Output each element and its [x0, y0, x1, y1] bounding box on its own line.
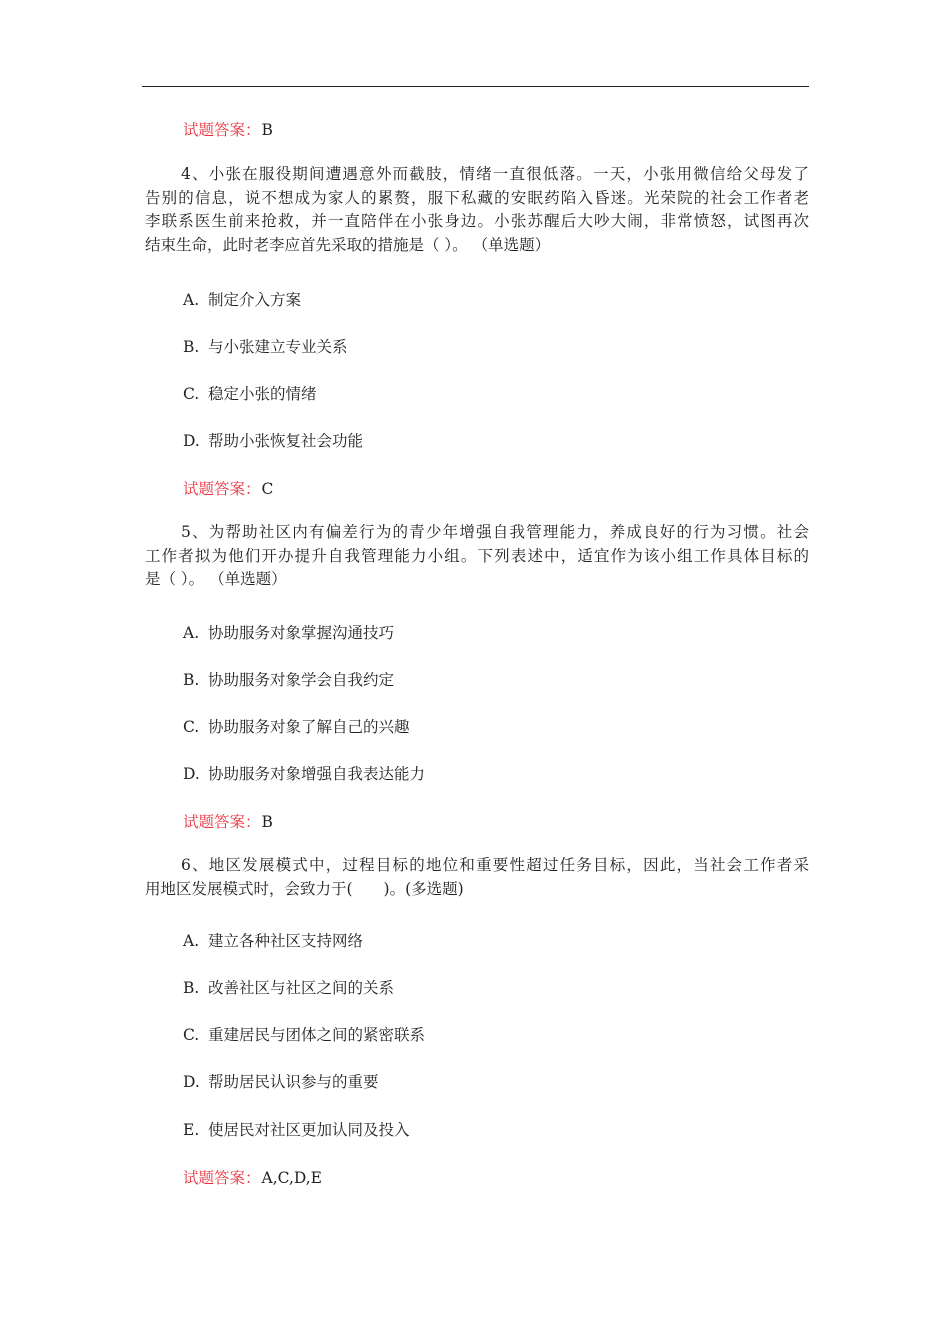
question-line: 5、为帮助社区内有偏差行为的青少年增强自我管理能力，养成良好的行为习惯。社会 [181, 523, 809, 541]
option-text: 协助服务对象学会自我约定 [208, 671, 395, 689]
question-line: 6、地区发展模式中，过程目标的地位和重要性超过任务目标，因此，当社会工作者采 [181, 856, 809, 874]
option-letter: A. [183, 932, 200, 950]
option-item [183, 929, 363, 951]
answer-label: 试题答案： [183, 480, 261, 498]
option-letter: C. [183, 1026, 200, 1044]
option-item [183, 288, 301, 310]
question-line: 告别的信息，说不想成为家人的累赘，服下私藏的安眠药陷入昏迷。光荣院的社会工作者老 [145, 188, 809, 207]
option-item [183, 762, 425, 784]
option-letter: B. [183, 671, 200, 689]
question-4 [145, 163, 809, 257]
option-item [183, 715, 410, 737]
option-letter: A. [183, 291, 200, 309]
answer-label: 试题答案： [183, 121, 261, 139]
option-text: 稳定小张的情绪 [208, 385, 317, 403]
option-text: 制定介入方案 [208, 291, 302, 309]
answer-value: B [261, 813, 273, 831]
option-text: 使居民对社区更加认同及投入 [208, 1121, 410, 1139]
option-letter: C. [183, 718, 200, 736]
option-letter: A. [183, 624, 200, 642]
option-item [183, 621, 394, 643]
question-line: 工作者拟为他们开办提升自我管理能力小组。下列表述中，适宜作为该小组工作具体目标的 [145, 546, 809, 565]
option-letter: D. [183, 1073, 200, 1091]
answer-label: 试题答案： [183, 1169, 261, 1187]
option-text: 协助服务对象掌握沟通技巧 [208, 624, 395, 642]
header-rule [142, 86, 809, 87]
answer-value: B [261, 121, 273, 139]
question-5 [145, 521, 809, 592]
question-line: 用地区发展模式时，会致力于( )。(多选题) [145, 879, 464, 898]
option-text: 重建居民与团体之间的紧密联系 [208, 1026, 426, 1044]
option-item [183, 429, 363, 451]
answer-line [183, 1166, 322, 1188]
option-text: 帮助小张恢复社会功能 [208, 432, 364, 450]
answer-label: 试题答案： [183, 813, 261, 831]
option-item [183, 976, 394, 998]
answer-line [183, 118, 273, 140]
option-item [183, 1118, 410, 1140]
option-text: 建立各种社区支持网络 [208, 932, 364, 950]
option-text: 协助服务对象增强自我表达能力 [208, 765, 426, 783]
question-line: 是（ ）。 （单选题） [145, 570, 287, 588]
option-letter: B. [183, 979, 200, 997]
option-item [183, 335, 348, 357]
answer-value: A,C,D,E [261, 1169, 322, 1187]
option-text: 帮助居民认识参与的重要 [208, 1073, 379, 1091]
answer-line [183, 810, 273, 832]
option-text: 改善社区与社区之间的关系 [208, 979, 395, 997]
option-item [183, 382, 317, 404]
option-letter: D. [183, 765, 200, 783]
option-text: 协助服务对象了解自己的兴趣 [208, 718, 410, 736]
question-line: 结束生命，此时老李应首先采取的措施是（ ）。 （单选题） [145, 235, 551, 254]
option-item [183, 668, 394, 690]
question-line: 李联系医生前来抢救，并一直陪伴在小张身边。小张苏醒后大吵大闹，非常愤怒，试图再次 [145, 212, 809, 230]
option-letter: D. [183, 432, 200, 450]
question-6 [145, 854, 809, 901]
option-letter: E. [183, 1121, 200, 1139]
answer-line [183, 477, 273, 499]
option-text: 与小张建立专业关系 [208, 338, 348, 356]
option-letter: C. [183, 385, 200, 403]
question-line: 4、小张在服役期间遭遇意外而截肢，情绪一直很低落。一天，小张用微信给父母发了 [181, 165, 809, 183]
option-item [183, 1023, 425, 1045]
answer-value: C [261, 480, 274, 498]
option-letter: B. [183, 338, 200, 356]
option-item [183, 1070, 379, 1092]
